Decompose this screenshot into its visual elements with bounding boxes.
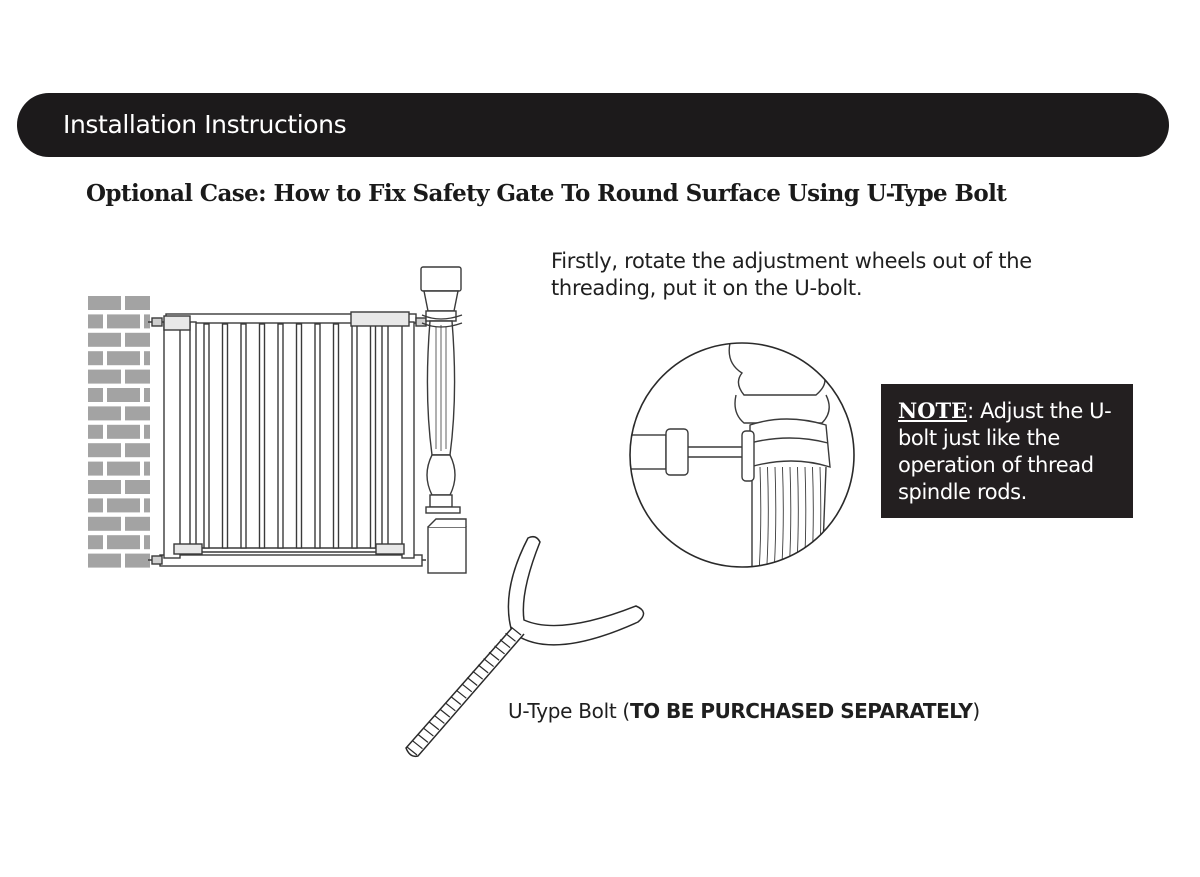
newel-post-illustration [418, 265, 470, 577]
note-label: NOTE [898, 398, 968, 423]
header-bar [17, 93, 1169, 157]
page-subtitle: Optional Case: How to Fix Safety Gate To Round Surface Using U-Type Bolt [86, 180, 1007, 207]
brick-wall-illustration [88, 296, 150, 572]
header-title: Installation Instructions [63, 110, 347, 139]
note-text: Adjust the U-bolt just like the operation of thread spindle rods. [898, 399, 1112, 504]
bolt-caption [508, 699, 980, 723]
bolt-caption-prefix: U-Type Bolt ( [508, 699, 630, 723]
bolt-caption-emphasis: TO BE PURCHASED SEPARATELY [629, 699, 973, 723]
detail-magnifier-illustration [626, 343, 858, 573]
step-instruction: Firstly, rotate the adjustment wheels out of the threading, put it on the U-bolt. [551, 249, 1032, 300]
bolt-caption-suffix: ) [972, 699, 980, 723]
u-bolt-illustration [400, 532, 650, 764]
safety-gate-illustration [146, 300, 436, 580]
note-separator: : [967, 399, 974, 423]
note-box [881, 384, 1133, 518]
